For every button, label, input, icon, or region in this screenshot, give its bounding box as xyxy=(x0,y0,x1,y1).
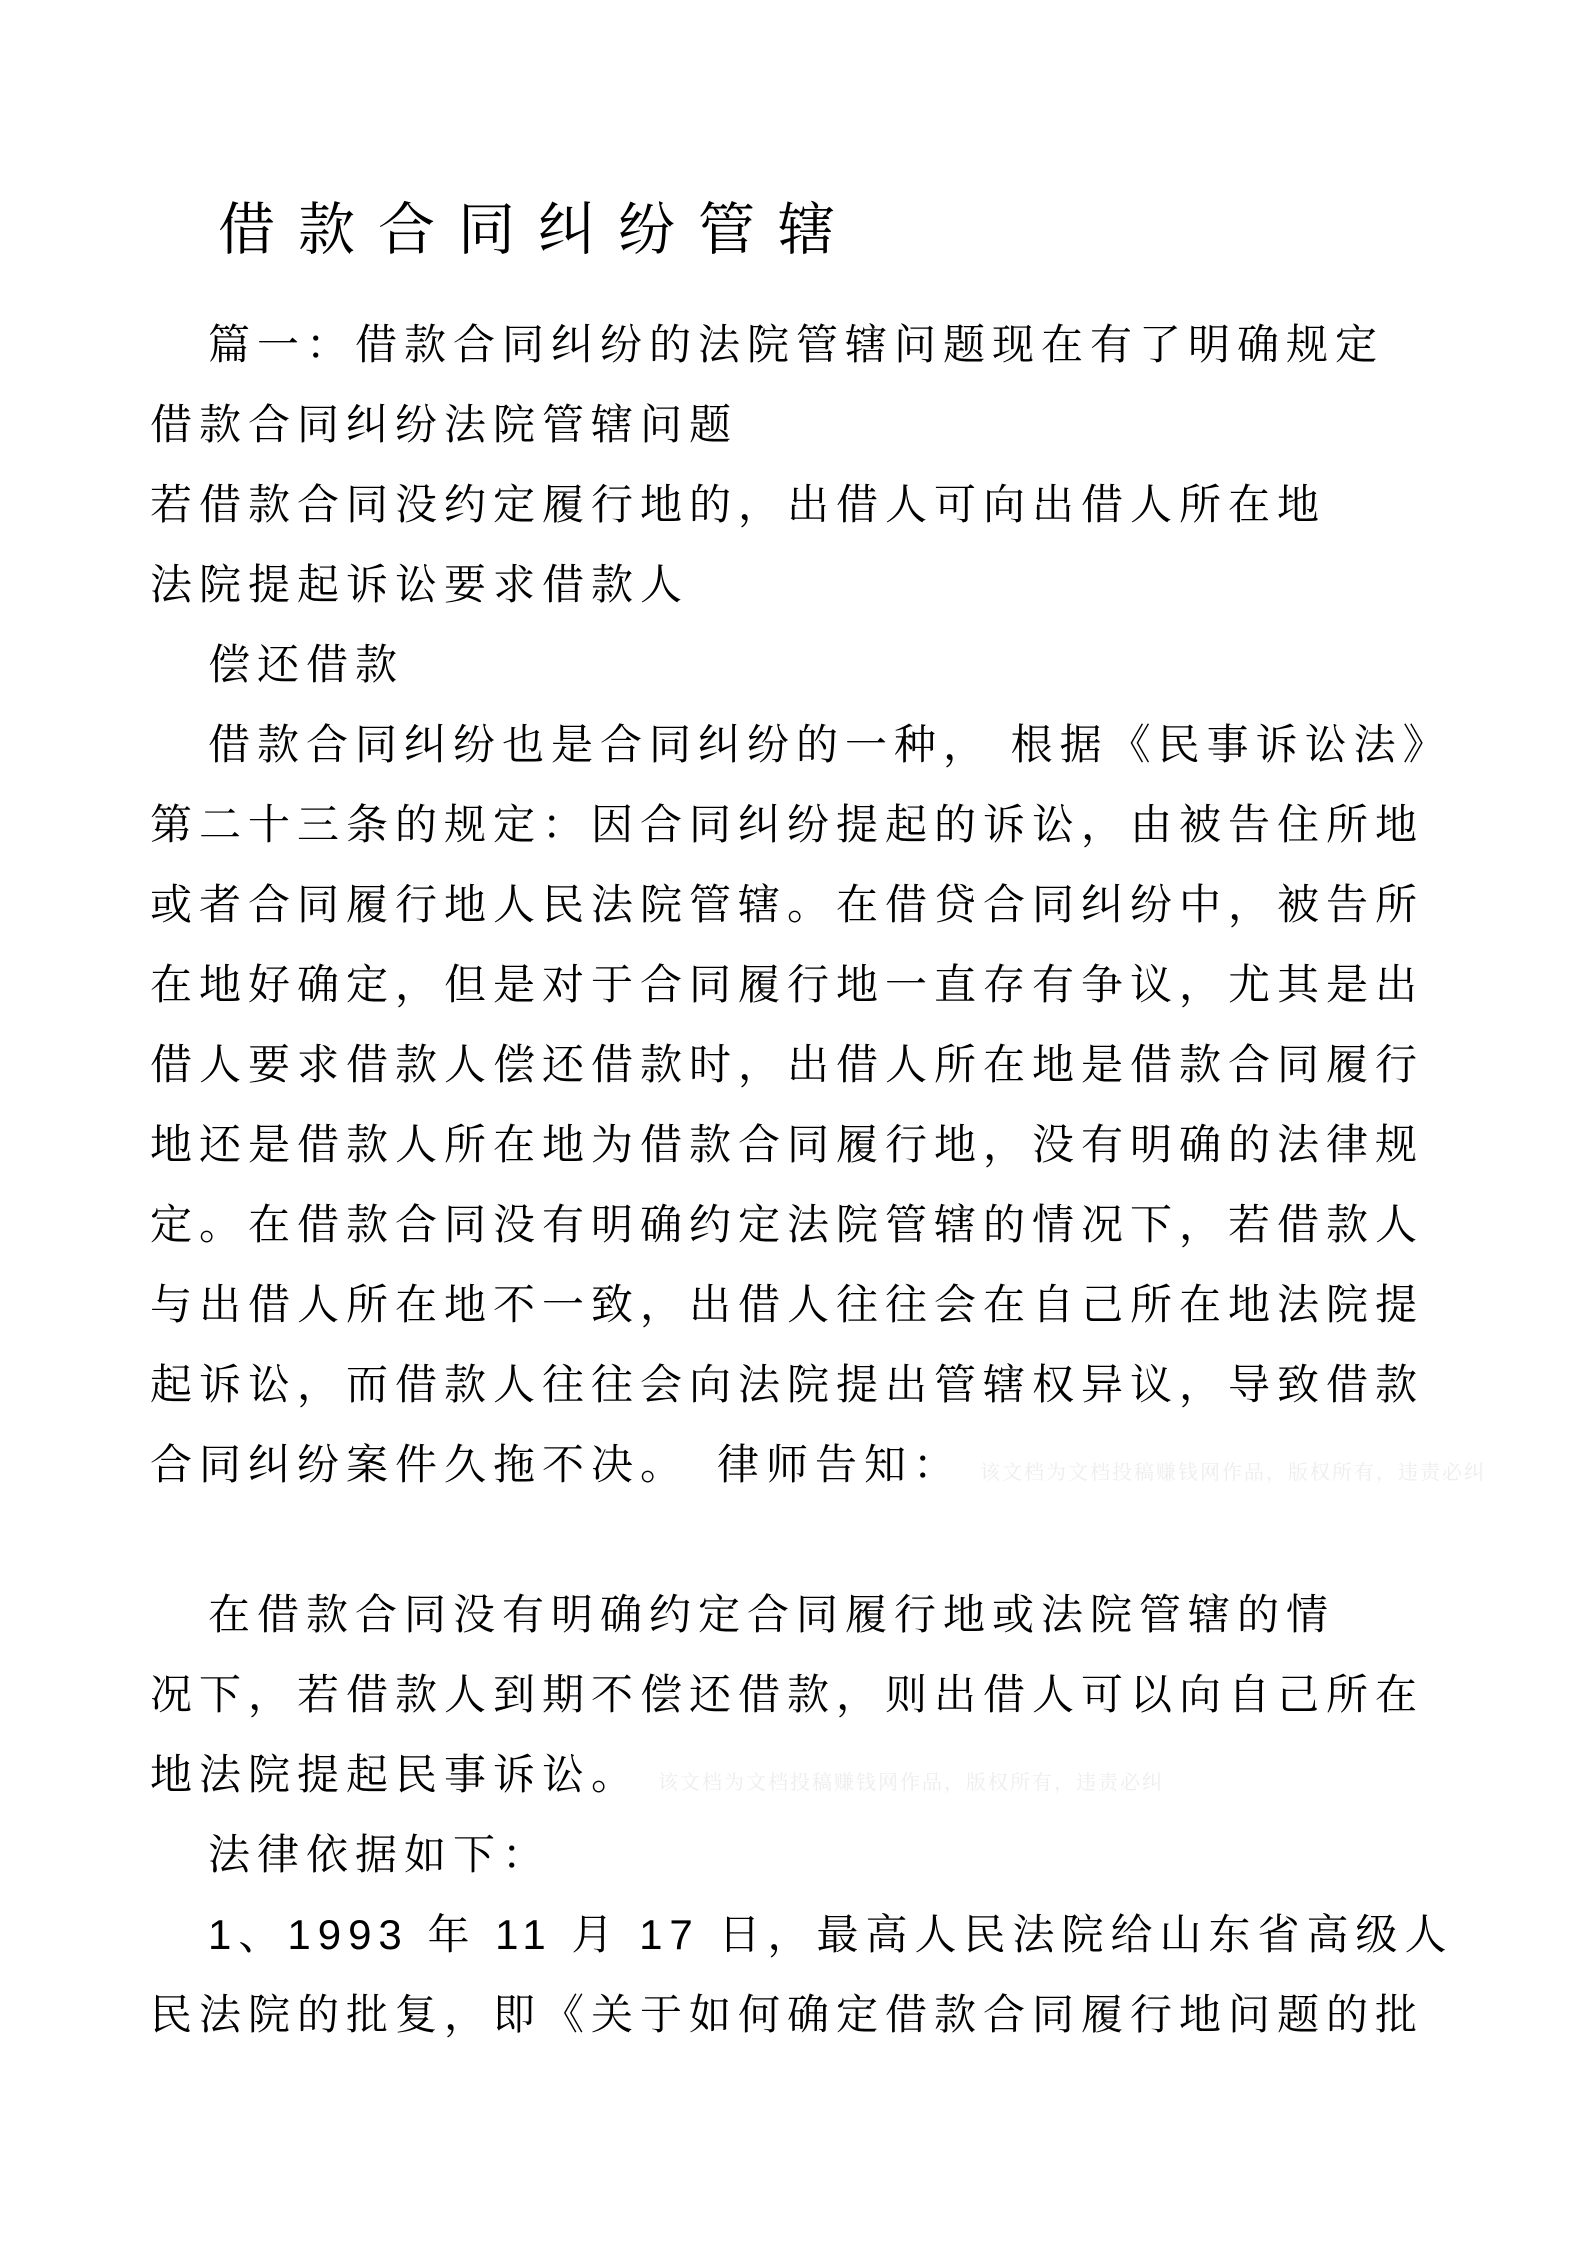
line-text: 偿还借款 xyxy=(208,641,405,688)
line-text: 借款合同纠纷也是合同纠纷的一种， 根据《民事诉讼法》 xyxy=(208,721,1452,768)
text-line xyxy=(150,1025,1444,1105)
text-line xyxy=(150,1655,1444,1735)
watermark-text: 该文档为文档投稿赚钱网作品，版权所有，违责必纠 xyxy=(980,1462,1487,1484)
text-line xyxy=(150,305,1444,385)
text-line xyxy=(150,1185,1444,1265)
text-line xyxy=(150,385,1444,465)
line-text: 篇一：借款合同纠纷的法院管辖问题现在有了明确规定 xyxy=(208,321,1385,368)
text-line xyxy=(150,1345,1444,1425)
text-line xyxy=(150,1735,1444,1815)
line-text: 借款合同纠纷法院管辖问题 xyxy=(150,401,739,448)
line-text: 地法院提起民事诉讼。 xyxy=(150,1751,641,1798)
text-line xyxy=(150,1575,1444,1655)
line-text: 定。在借款合同没有明确约定法院管辖的情况下，若借款人 xyxy=(150,1201,1425,1248)
line-text: 况下，若借款人到期不偿还借款，则出借人可以向自己所在 xyxy=(150,1671,1425,1718)
text-line xyxy=(150,1975,1444,2055)
line-text: 在借款合同没有明确约定合同履行地或法院管辖的情 xyxy=(208,1591,1336,1638)
text-line xyxy=(150,1425,1487,1505)
line-text: 法院提起诉讼要求借款人 xyxy=(150,561,690,608)
line-text: 第二十三条的规定：因合同纠纷提起的诉讼，由被告住所地 xyxy=(150,801,1425,848)
document-body xyxy=(0,305,1594,2055)
text-line xyxy=(150,865,1444,945)
line-text: 在地好确定，但是对于合同履行地一直存有争议，尤其是出 xyxy=(150,961,1425,1008)
text-line xyxy=(150,705,1452,785)
line-text: 合同纠纷案件久拖不决。 律师告知： xyxy=(150,1441,963,1488)
line-text: 地还是借款人所在地为借款合同履行地，没有明确的法律规 xyxy=(150,1121,1425,1168)
text-line xyxy=(150,785,1444,865)
line-text: 若借款合同没约定履行地的，出借人可向出借人所在地 xyxy=(150,481,1327,528)
text-line xyxy=(150,545,1444,625)
text-line xyxy=(150,625,1444,705)
text-line xyxy=(150,1105,1444,1185)
line-text: 法律依据如下： xyxy=(208,1831,552,1878)
line-text: 民法院的批复，即《关于如何确定借款合同履行地问题的批 xyxy=(150,1991,1425,2038)
document-title: 借款合同纠纷管辖 xyxy=(218,198,858,262)
line-text: 与出借人所在地不一致，出借人往往会在自己所在地法院提 xyxy=(150,1281,1425,1328)
text-line xyxy=(150,465,1444,545)
text-line xyxy=(150,1815,1444,1895)
text-line xyxy=(150,1265,1444,1345)
watermark-text: 该文档为文档投稿赚钱网作品，版权所有，违责必纠 xyxy=(658,1772,1165,1794)
line-text: 或者合同履行地人民法院管辖。在借贷合同纠纷中，被告所 xyxy=(150,881,1425,928)
line-text: 1、1993 年 11 月 17 日，最高人民法院给山东省高级人 xyxy=(208,1911,1454,1958)
line-text: 借人要求借款人偿还借款时，出借人所在地是借款合同履行 xyxy=(150,1041,1425,1088)
line-text: 起诉讼，而借款人往往会向法院提出管辖权异议，导致借款 xyxy=(150,1361,1425,1408)
text-line xyxy=(150,945,1444,1025)
text-line xyxy=(150,1895,1454,1975)
